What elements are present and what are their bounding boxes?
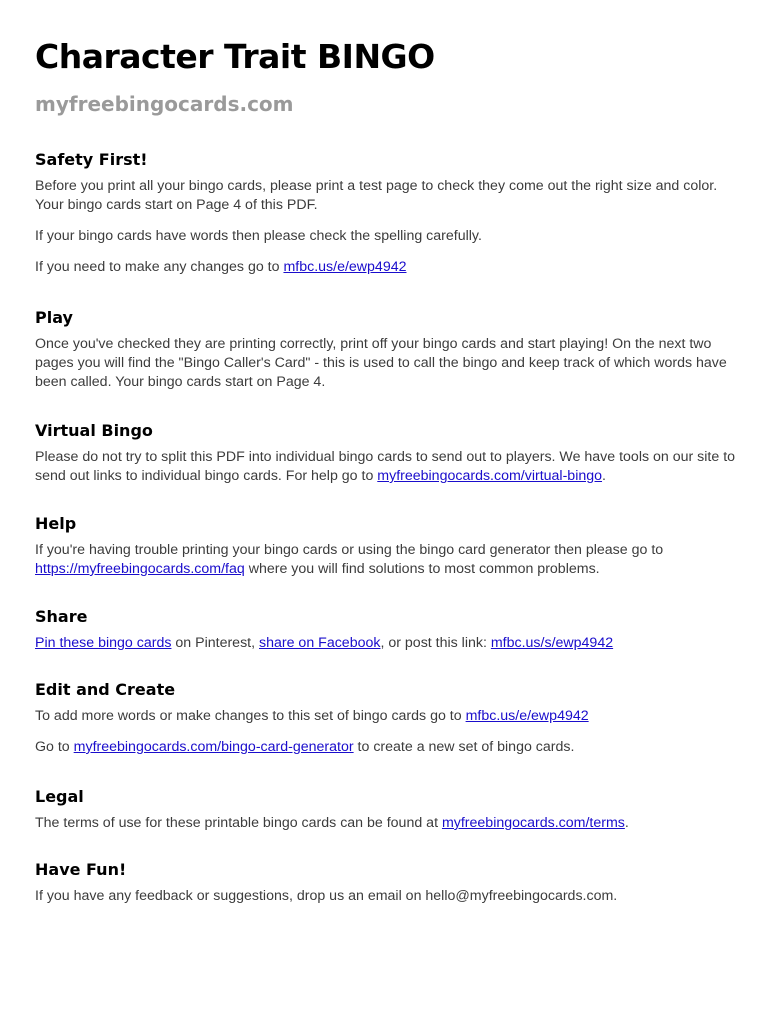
facebook-link[interactable]: share on Facebook	[259, 635, 381, 651]
edit-text-1: To add more words or make changes to this set of bingo cards go to	[35, 708, 466, 724]
virtual-text: Please do not try to split this PDF into individual bingo cards to send out to players. We have tools on our site to send out links to individual bingo cards. For help go to	[35, 449, 736, 484]
edit-text-2: Go to	[35, 739, 74, 755]
pinterest-link[interactable]: Pin these bingo cards	[35, 635, 172, 651]
edit-link[interactable]: mfbc.us/e/ewp4942	[283, 259, 407, 275]
play-paragraph: Once you've checked they are printing correctly, print off your bingo cards and start playing! On the next two pages you will find the "Bingo Caller's Card" - this is used to call the bingo and keep track of which words have been called. Your bingo cards start on Page 4.	[35, 336, 727, 390]
section-safety-first	[35, 150, 738, 289]
legal-paragraph	[35, 814, 738, 833]
share-text-2: , or post this link:	[380, 635, 491, 651]
section-heading-safety: Safety First!	[35, 150, 148, 169]
edit-paragraph-2	[35, 738, 738, 757]
section-heading-help: Help	[35, 514, 77, 533]
terms-link[interactable]: myfreebingocards.com/terms	[441, 815, 625, 831]
generator-link[interactable]: myfreebingocards.com/bingo-card-generator	[73, 739, 354, 755]
virtual-paragraph	[35, 448, 738, 486]
legal-text-end: .	[624, 815, 629, 831]
virtual-bingo-link[interactable]: myfreebingocards.com/virtual-bingo	[377, 468, 603, 484]
legal-text: The terms of use for these printable bingo cards can be found at	[35, 815, 442, 831]
share-text-1: on Pinterest,	[171, 635, 259, 651]
help-paragraph	[35, 541, 738, 579]
section-help	[35, 514, 738, 591]
share-paragraph	[35, 634, 738, 653]
faq-link[interactable]: https://myfreebingocards.com/faq	[35, 561, 245, 577]
section-heading-virtual: Virtual Bingo	[35, 421, 153, 440]
safety-text: If you need to make any changes go to	[35, 259, 284, 275]
share-short-link[interactable]: mfbc.us/s/ewp4942	[490, 635, 614, 651]
edit-text-2-end: to create a new set of bingo cards.	[353, 739, 575, 755]
section-heading-fun: Have Fun!	[35, 860, 127, 879]
section-legal	[35, 787, 738, 845]
page-title: Character Trait BINGO	[35, 37, 435, 76]
edit-paragraph-1	[35, 707, 738, 726]
help-text: If you're having trouble printing your bingo cards or using the bingo card generator then please go to	[35, 542, 664, 558]
safety-paragraph-2: If your bingo cards have words then please check the spelling carefully.	[35, 228, 482, 244]
section-heading-edit: Edit and Create	[35, 680, 176, 699]
safety-paragraph-1: Before you print all your bingo cards, please print a test page to check they come out the right size and color. Your bingo cards start on Page 4 of this PDF.	[35, 178, 718, 213]
section-edit-create	[35, 680, 738, 769]
section-heading-play: Play	[35, 308, 73, 327]
section-play	[35, 308, 738, 404]
section-heading-share: Share	[35, 607, 88, 626]
section-virtual-bingo	[35, 421, 738, 498]
section-share	[35, 607, 738, 665]
section-have-fun	[35, 860, 738, 918]
edit-set-link[interactable]: mfbc.us/e/ewp4942	[465, 708, 589, 724]
fun-paragraph: If you have any feedback or suggestions, drop us an email on hello@myfreebingocards.com.	[35, 888, 618, 904]
section-heading-legal: Legal	[35, 787, 84, 806]
help-text-end: where you will find solutions to most common problems.	[244, 561, 600, 577]
virtual-text-end: .	[602, 468, 606, 484]
safety-paragraph-3	[35, 258, 738, 277]
site-subtitle: myfreebingocards.com	[35, 92, 294, 116]
